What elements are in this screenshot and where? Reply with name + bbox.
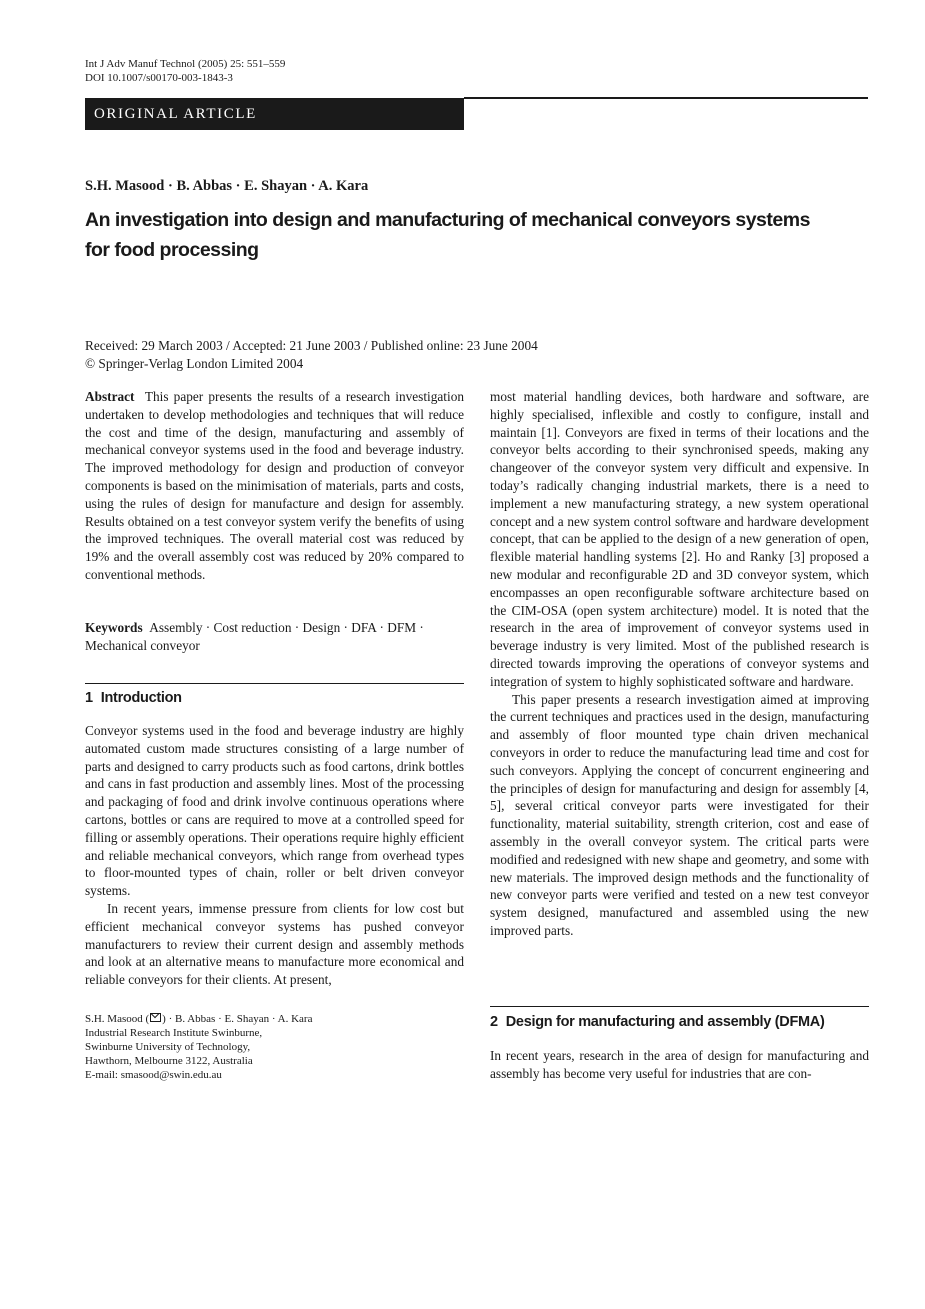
author-list: S.H. Masood · B. Abbas · E. Shayan · A. Kara: [85, 178, 369, 194]
section-2-heading: [490, 1014, 869, 1030]
section-rule: [85, 683, 464, 684]
keywords-label: Keywords: [85, 620, 143, 635]
introduction-body: [85, 722, 464, 989]
section-2-number: 2: [490, 1014, 498, 1030]
keywords-text: Assembly · Cost reduction · Design · DFA · DFM · Mechanical conveyor: [85, 620, 424, 653]
affiliation-email: E-mail: smasood@swin.edu.au: [85, 1069, 222, 1081]
paragraph: most material handling devices, both hardware and software, are highly specialised, inflexible and costly to configure, install and maintain [1]. Conveyors are fixed in terms of their locations and the conveyor belts according to their synchronised speeds, making any changeover of the conveyor system very difficult and expensive. In today’s radically changing industrial markets, there is a need to implement a new manufacturing strategy, a new system operational concept and a new system control software and hardware development concept, that can be applied to the design of a new generation of open, flexible material handling systems [2]. Ho and Ranky [3] proposed a new modular and reconfigurable 2D and 3D conveyor system, which encompasses an open reconfigurable software architecture based on the CIM-OSA (open system architecture) model. It is noted that the research in the area of improvement of conveyor systems used in beverage industry is very limited. Most of the published research is directed towards improving the operations of conveyor systems and integration of system to highly sophisticated software and hardware.: [490, 389, 869, 689]
title-line-2: for food processing: [85, 239, 259, 261]
section-1-heading: [85, 690, 464, 706]
affiliation-line: Hawthorn, Melbourne 3122, Australia: [85, 1055, 253, 1067]
section-1-number: 1: [85, 690, 93, 706]
publication-info: [85, 337, 538, 373]
affiliation-line: Swinburne University of Technology,: [85, 1041, 251, 1053]
paragraph: Conveyor systems used in the food and beverage industry are highly automated custom made structures consisting of a large number of parts and designed to carry products such as food cartons, drink bottles and cans in fast production and assembly lines. Most of the processing and packaging of food and drink involve continuous operations where cartons, bottles or cans are required to move at a controlled speed for filling or assembly operations. Their operations require highly efficient and reliable mechanical conveyors, which range from overhead types to floor-mounted types of chain, roller or belt driven conveyor systems.: [85, 723, 464, 899]
journal-citation: Int J Adv Manuf Technol (2005) 25: 551–559: [85, 58, 286, 70]
affiliation-names: S.H. Masood ( ) · B. Abbas · E. Shayan · A. Kara: [85, 1013, 313, 1025]
title-line-1: An investigation into design and manufacturing of mechanical conveyors systems: [85, 209, 810, 231]
affiliation-line: Industrial Research Institute Swinburne,: [85, 1027, 263, 1039]
article-type-banner: ORIGINAL ARTICLE: [85, 98, 464, 130]
paper-title: [85, 205, 875, 265]
keywords: [85, 619, 464, 655]
abstract-text: This paper presents the results of a research investigation undertaken to develop methodologies and techniques that will reduce the cost and time of the design, manufacturing and assembly of mechanical conveyor systems used in the food and beverage industry. The improved methodology for design and production of conveyor components is based on the minimisation of materials, parts and costs, using the rules of design for manufacture and design for assembly. Results obtained on a test conveyor system verify the benefits of using the improved techniques. The overall material cost was reduced by 19% and the overall assembly cost was reduced by 20% compared to conventional methods.: [85, 389, 464, 582]
abstract-label: Abstract: [85, 389, 135, 404]
journal-header: [85, 57, 285, 85]
banner-rule: [464, 97, 868, 99]
paragraph: This paper presents a research investigation aimed at improving the current techniques and practices used in the design, manufacturing and assembly of floor mounted type chain driven mechanical conveyors in order to reduce the manufacturing lead time and cost for such conveyors. Applying the concept of concurrent engineering and the principles of design for manufacturing and design for assembly [4, 5], several critical conveyor parts were investigated for their functionality, material suitability, strength criterion, cost and ease of assembly in the overall conveyor system. The critical parts were modified and redesigned with new shape and geometry, and some with new materials. The improved design methods and the functionality of new conveyor parts were verified and tested on a new test conveyor system designed, manufactured and assembled using the new improved parts.: [490, 691, 869, 938]
section-rule: [490, 1006, 869, 1007]
paragraph: In recent years, research in the area of design for manufacturing and assembly has become very useful for industries that are con-: [490, 1048, 869, 1081]
section-2-body: [490, 1047, 869, 1083]
section-2-title: Design for manufacturing and assembly (DFMA): [505, 1014, 825, 1030]
section-1-title: Introduction: [100, 690, 182, 706]
copyright: © Springer-Verlag London Limited 2004: [85, 356, 304, 371]
paragraph: In recent years, immense pressure from clients for low cost but efficient mechanical conveyor systems has pushed conveyor manufacturers to review their current design and assembly methods and look at an alternative means to manufacture more economical and reliable conveyors for their clients. At present,: [85, 900, 464, 988]
envelope-icon: [150, 1013, 161, 1022]
abstract: [85, 388, 464, 584]
doi: DOI 10.1007/s00170-003-1843-3: [85, 72, 233, 84]
author-affiliation: [85, 1012, 312, 1082]
publication-dates: Received: 29 March 2003 / Accepted: 21 June 2003 / Published online: 23 June 2004: [85, 338, 538, 353]
introduction-body-continued: [490, 388, 869, 940]
